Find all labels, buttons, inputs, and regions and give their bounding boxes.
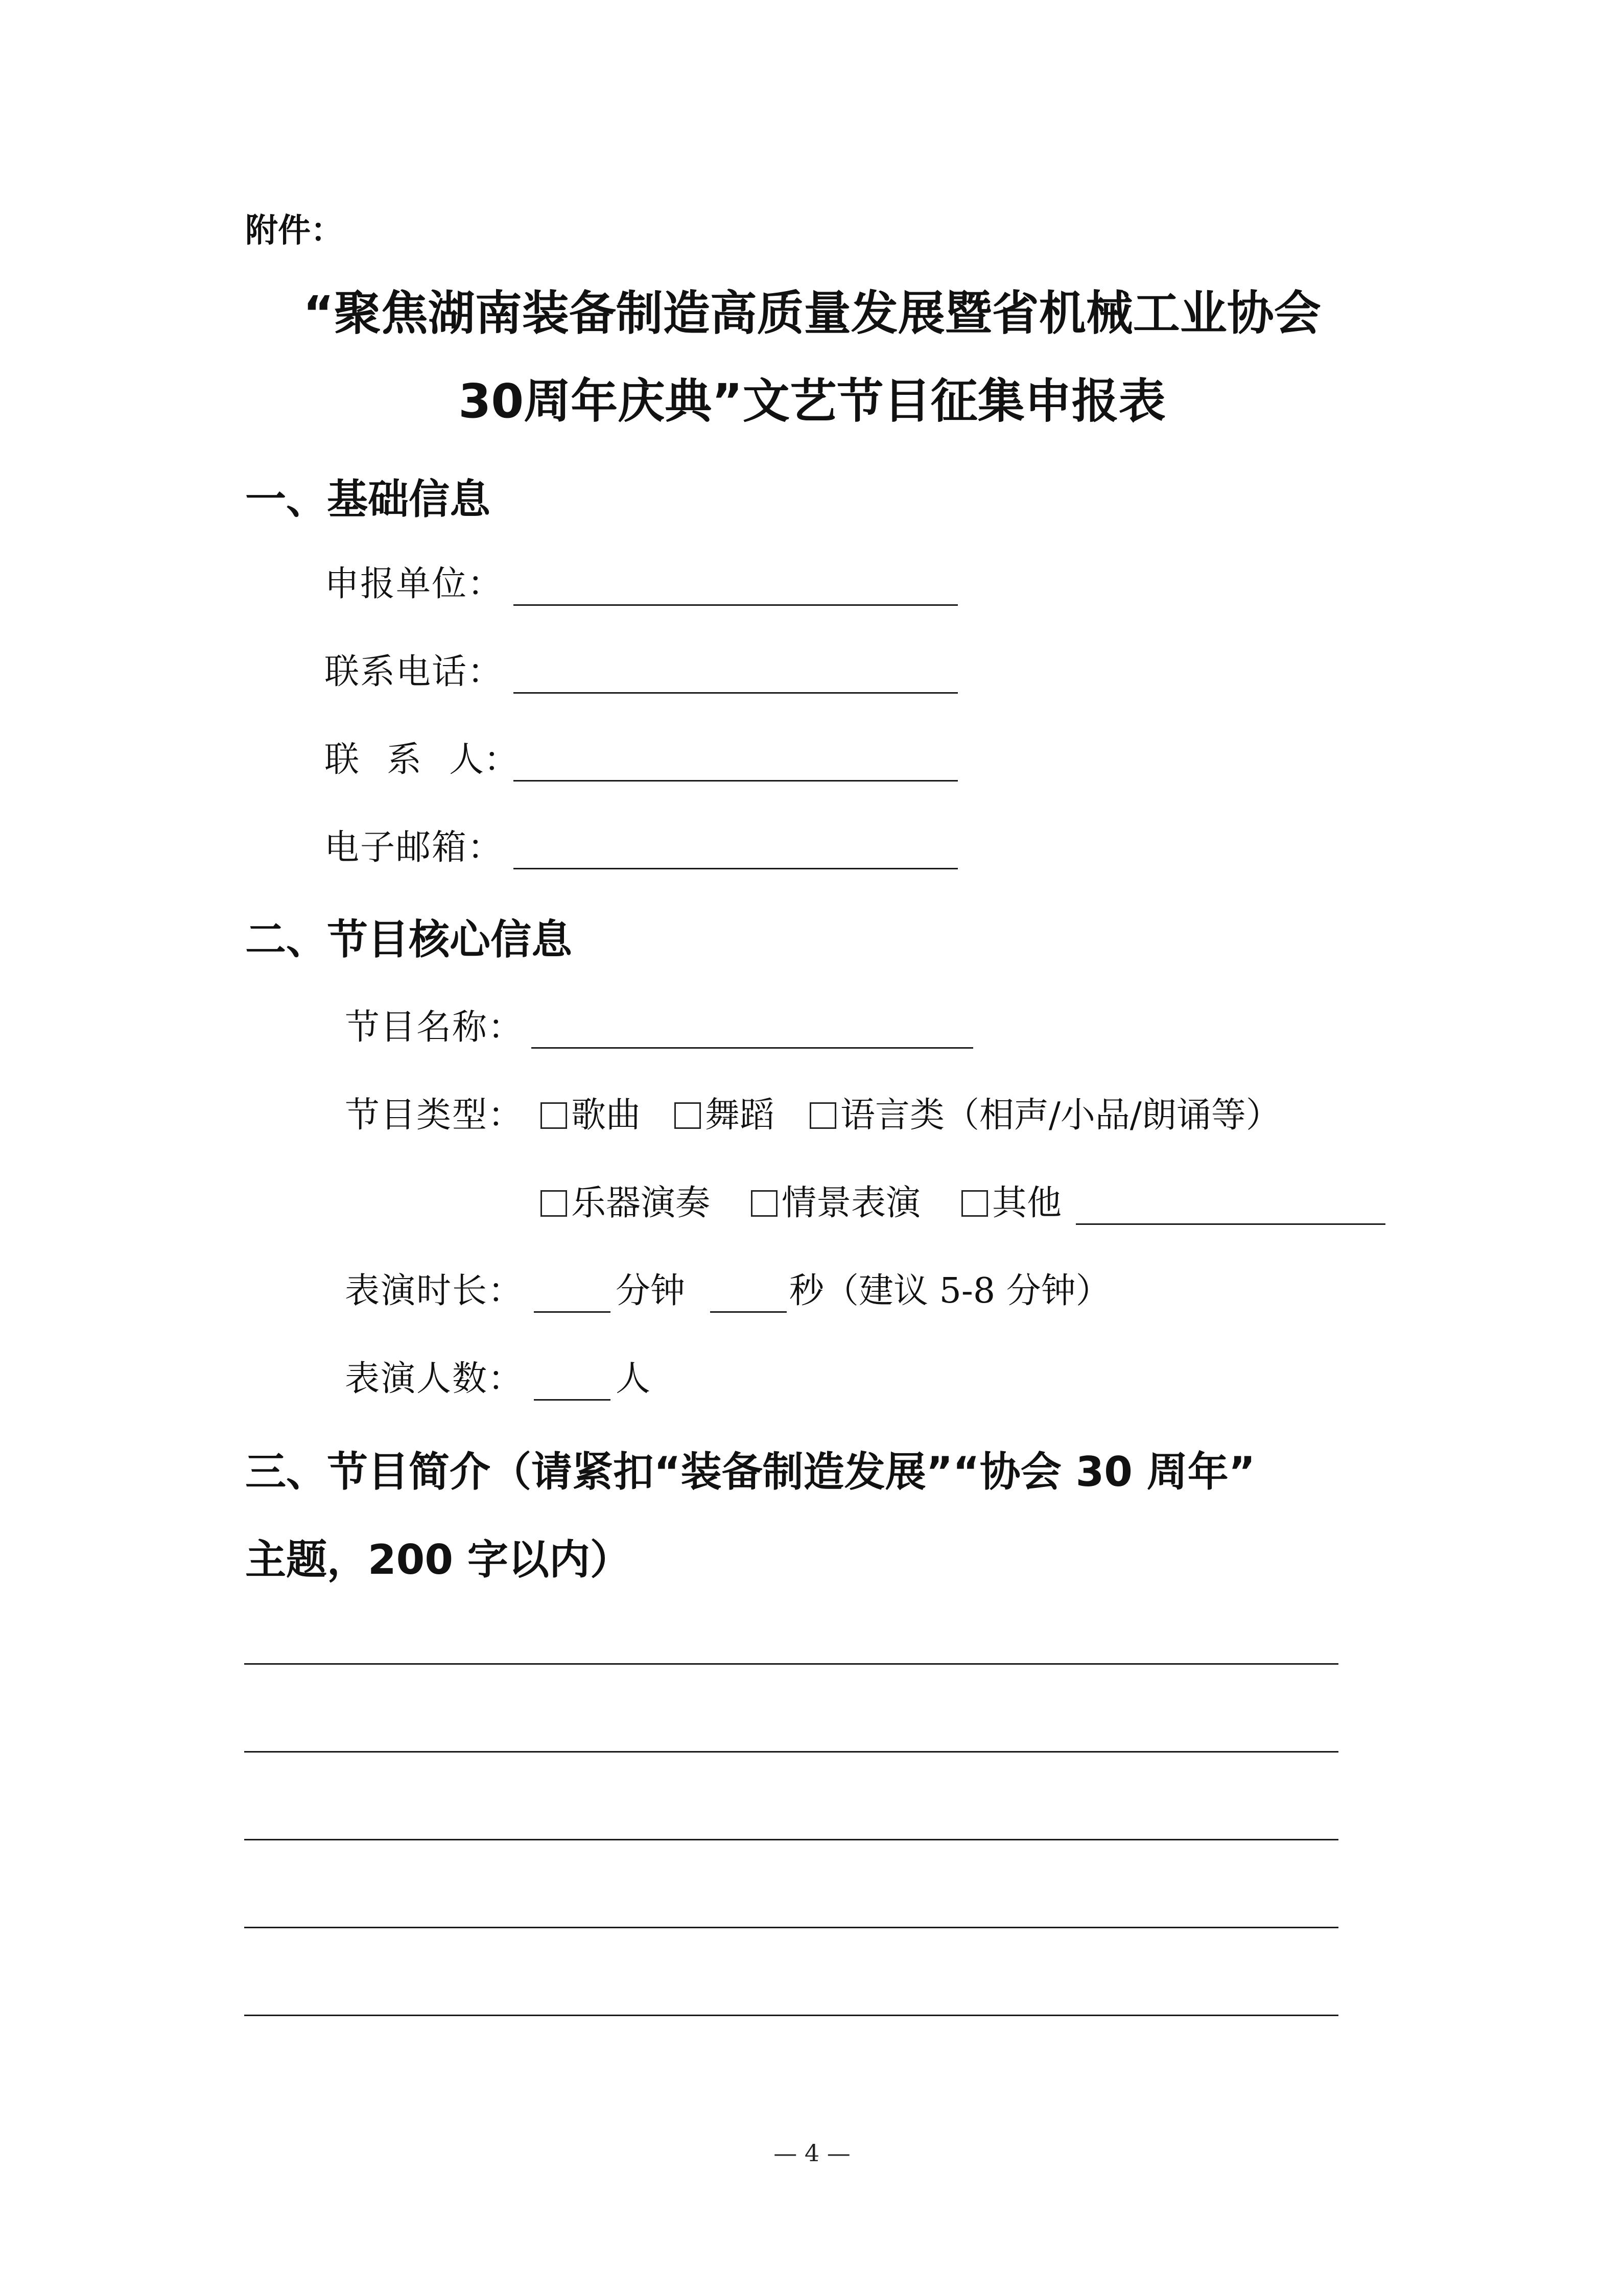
section-heading-program-info: 二、节目核心信息 xyxy=(245,916,572,963)
option-dance[interactable] xyxy=(674,1095,775,1136)
attachment-label: 附件： xyxy=(245,211,343,250)
unit-minutes: 分钟 xyxy=(616,1271,686,1311)
field-blank-minutes[interactable] xyxy=(534,1311,610,1313)
field-label-program-name: 节目名称： xyxy=(345,1007,524,1048)
option-scene-label: 情景表演 xyxy=(782,1183,921,1223)
option-dance-label: 舞蹈 xyxy=(705,1095,775,1136)
field-blank-other-type[interactable] xyxy=(1076,1223,1385,1225)
option-instrumental-label: 乐器演奏 xyxy=(571,1183,711,1223)
option-instrumental[interactable] xyxy=(540,1183,711,1223)
intro-writing-line-2[interactable] xyxy=(244,1751,1338,1753)
field-blank-email[interactable] xyxy=(513,868,958,869)
intro-writing-line-3[interactable] xyxy=(244,1839,1338,1840)
checkbox-song[interactable] xyxy=(540,1102,567,1129)
field-label-program-type: 节目类型： xyxy=(345,1095,524,1136)
form-title-line-1: “聚焦湖南装备制造高质量发展暨省机械工业协会 xyxy=(303,286,1321,341)
option-scene[interactable] xyxy=(751,1183,921,1223)
field-blank-seconds[interactable] xyxy=(710,1311,787,1313)
checkbox-language[interactable] xyxy=(810,1102,836,1129)
checkbox-other[interactable] xyxy=(961,1190,988,1217)
contact-person-char-3: 人： xyxy=(449,740,519,780)
field-label-applicant-unit: 申报单位： xyxy=(324,564,504,604)
section-heading-program-intro-cont: 主题，200 字以内） xyxy=(245,1536,631,1583)
field-blank-contact-person[interactable] xyxy=(513,780,958,782)
field-blank-program-name[interactable] xyxy=(531,1047,973,1049)
field-label-duration: 表演时长： xyxy=(345,1271,524,1311)
option-song[interactable] xyxy=(540,1095,641,1136)
contact-person-char-2: 系 xyxy=(387,740,422,780)
field-label-contact-phone: 联系电话： xyxy=(324,652,504,692)
intro-writing-line-4[interactable] xyxy=(244,1927,1338,1928)
field-blank-performer-count[interactable] xyxy=(534,1399,610,1401)
option-other[interactable] xyxy=(961,1183,1062,1223)
option-other-label: 其他 xyxy=(992,1183,1062,1223)
unit-people: 人 xyxy=(616,1359,651,1399)
duration-note: 秒（建议 5-8 分钟） xyxy=(789,1271,1111,1311)
form-title-line-2: 30周年庆典”文艺节目征集申报表 xyxy=(458,374,1166,429)
field-blank-contact-phone[interactable] xyxy=(513,692,958,694)
option-song-label: 歌曲 xyxy=(571,1095,641,1136)
option-language[interactable] xyxy=(810,1095,1281,1136)
option-language-label: 语言类（相声/小品/朗诵等） xyxy=(840,1095,1281,1136)
page-number: — 4 — xyxy=(773,2139,851,2167)
checkbox-dance[interactable] xyxy=(674,1102,701,1129)
section-heading-program-intro: 三、节目简介（请紧扣“装备制造发展”“协会 30 周年” xyxy=(245,1448,1256,1496)
intro-writing-line-1[interactable] xyxy=(244,1663,1338,1665)
field-label-performer-count: 表演人数： xyxy=(345,1359,524,1399)
field-label-contact-person xyxy=(324,740,519,780)
field-blank-applicant-unit[interactable] xyxy=(513,604,958,606)
field-label-email: 电子邮箱： xyxy=(324,827,504,868)
checkbox-scene[interactable] xyxy=(751,1190,778,1217)
checkbox-instrumental[interactable] xyxy=(540,1190,567,1217)
contact-person-char-1: 联 xyxy=(324,740,360,780)
section-heading-basic-info: 一、基础信息 xyxy=(245,476,490,523)
intro-writing-line-5[interactable] xyxy=(244,2015,1338,2016)
